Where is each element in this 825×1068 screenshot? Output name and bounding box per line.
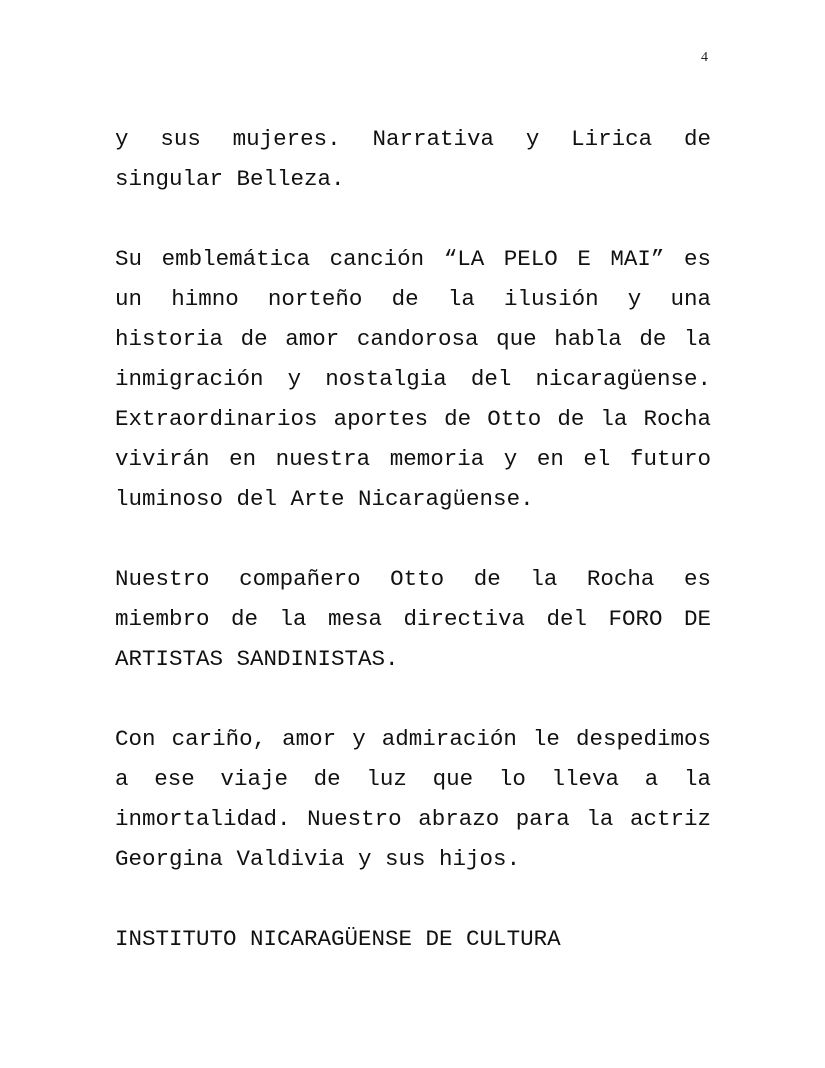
paragraph-2-line-2: un himno norteño de la ilusión y una <box>115 286 711 312</box>
paragraph-3-line-2: miembro de la mesa directiva del FORO DE <box>115 606 711 632</box>
paragraph-4-line-1: Con cariño, amor y admiración le despedimos <box>115 726 711 752</box>
paragraph-4-line-4: Georgina Valdivia y sus hijos. <box>115 846 521 872</box>
paragraph-2-line-3: historia de amor candorosa que habla de la <box>115 326 711 352</box>
paragraph-2-line-6: vivirán en nuestra memoria y en el futuro <box>115 446 711 472</box>
paragraph-2-line-1: Su emblemática canción “LA PELO E MAI” es <box>115 246 711 272</box>
paragraph-2-line-7: luminoso del Arte Nicaragüense. <box>115 486 534 512</box>
paragraph-1-line-2: singular Belleza. <box>115 166 345 192</box>
paragraph-2-line-4: inmigración y nostalgia del nicaragüense. <box>115 366 711 392</box>
paragraph-4-line-2: a ese viaje de luz que lo lleva a la <box>115 766 711 792</box>
paragraph-4-line-3: inmortalidad. Nuestro abrazo para la actriz <box>115 806 711 832</box>
paragraph-5-line-1: INSTITUTO NICARAGÜENSE DE CULTURA <box>115 926 561 952</box>
page-number: 4 <box>701 50 708 65</box>
paragraph-3-line-3: ARTISTAS SANDINISTAS. <box>115 646 399 672</box>
paragraph-3-line-1: Nuestro compañero Otto de la Rocha es <box>115 566 711 592</box>
paragraph-1-line-1: y sus mujeres. Narrativa y Lirica de <box>115 126 711 152</box>
paragraph-2-line-5: Extraordinarios aportes de Otto de la Rocha <box>115 406 711 432</box>
